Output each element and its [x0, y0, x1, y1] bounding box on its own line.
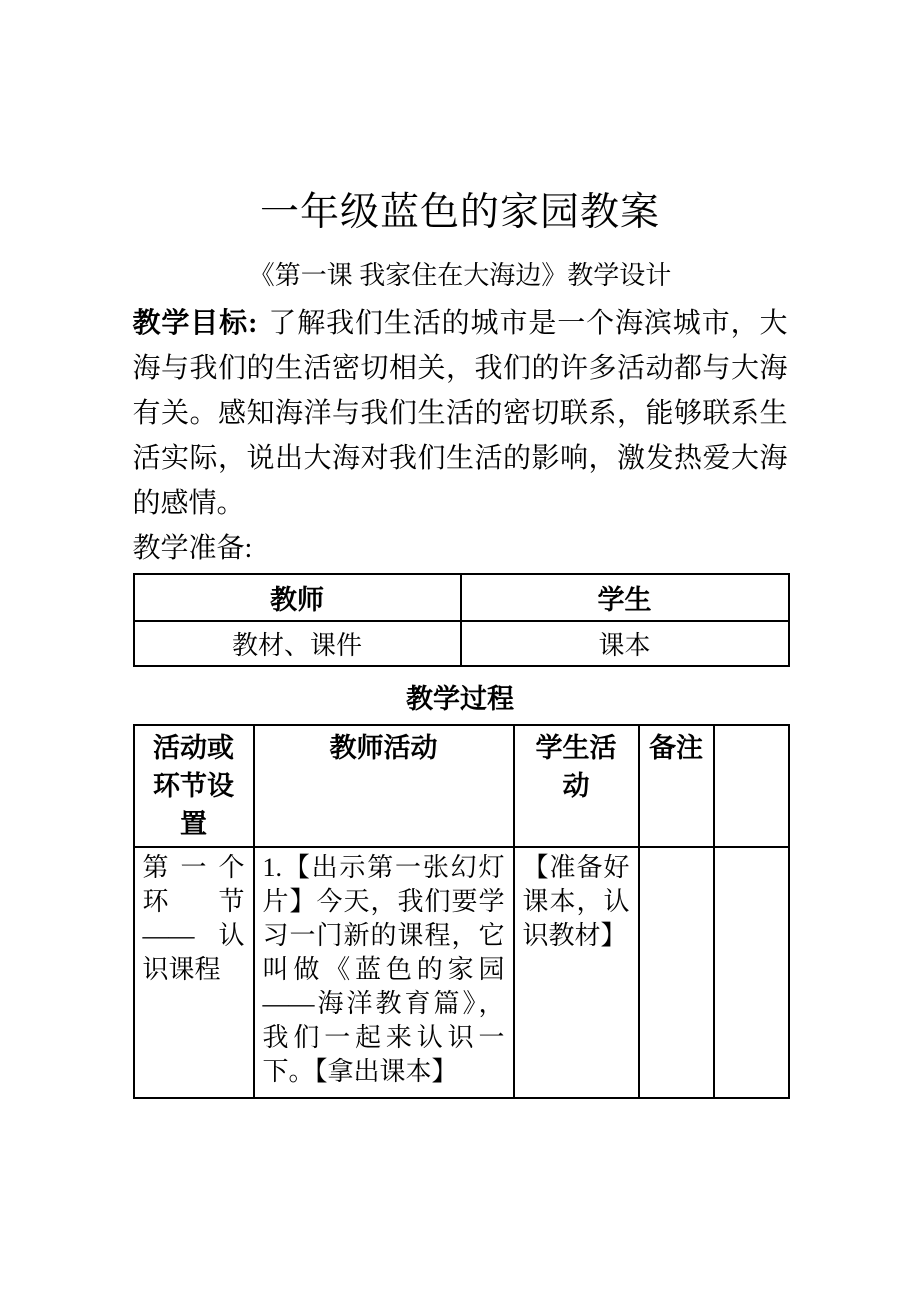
objectives-paragraph: [133, 301, 788, 526]
prep-header-teacher: 教师: [134, 574, 461, 621]
document-content: [133, 0, 788, 1099]
process-table: [133, 724, 790, 1099]
preparation-data-row: [134, 621, 789, 666]
proc-header-student-activity: 学生活动: [514, 725, 639, 847]
proc-cell-teacher-activity: 1.【出示第一张幻灯片】今天，我们要学习一门新的课程，它叫做《蓝色的家园——海洋教育篇》，我们一起来认识一下。【拿出课本】: [254, 847, 514, 1098]
prep-cell-student: 课本: [461, 621, 789, 666]
proc-header-teacher-activity: 教师活动: [254, 725, 514, 847]
proc-header-remark: 备注: [639, 725, 714, 847]
process-header-row: [134, 725, 789, 847]
process-data-row: [134, 847, 789, 1098]
document-title: 一年级蓝色的家园教案: [259, 191, 660, 234]
document-subtitle: 《第一课 我家住在大海边》教学设计: [248, 260, 672, 290]
proc-cell-extra: [714, 847, 789, 1098]
preparation-table: [133, 573, 790, 667]
proc-cell-remark: [639, 847, 714, 1098]
prep-cell-teacher: 教材、课件: [134, 621, 461, 666]
proc-cell-activity: 第一个环节——认识课程: [134, 847, 254, 1098]
objectives-label: 教学目标:: [132, 307, 258, 339]
process-section-title: 教学过程: [406, 683, 514, 714]
proc-header-extra: [714, 725, 789, 847]
proc-header-activity: 活动或环节设置: [134, 725, 254, 847]
objectives-text: 了解我们生活的城市是一个海滨城市，大海与我们的生活密切相关，我们的许多活动都与大海有关。感知海洋与我们生活的密切联系，能够联系生活实际，说出大海对我们生活的影响，激发热爱大海的感情。: [132, 307, 788, 519]
prep-header-student: 学生: [461, 574, 789, 621]
preparation-label: 教学准备:: [132, 532, 253, 564]
preparation-header-row: [134, 574, 789, 621]
proc-cell-student-activity: 【准备好课本，认识教材】: [514, 847, 639, 1098]
